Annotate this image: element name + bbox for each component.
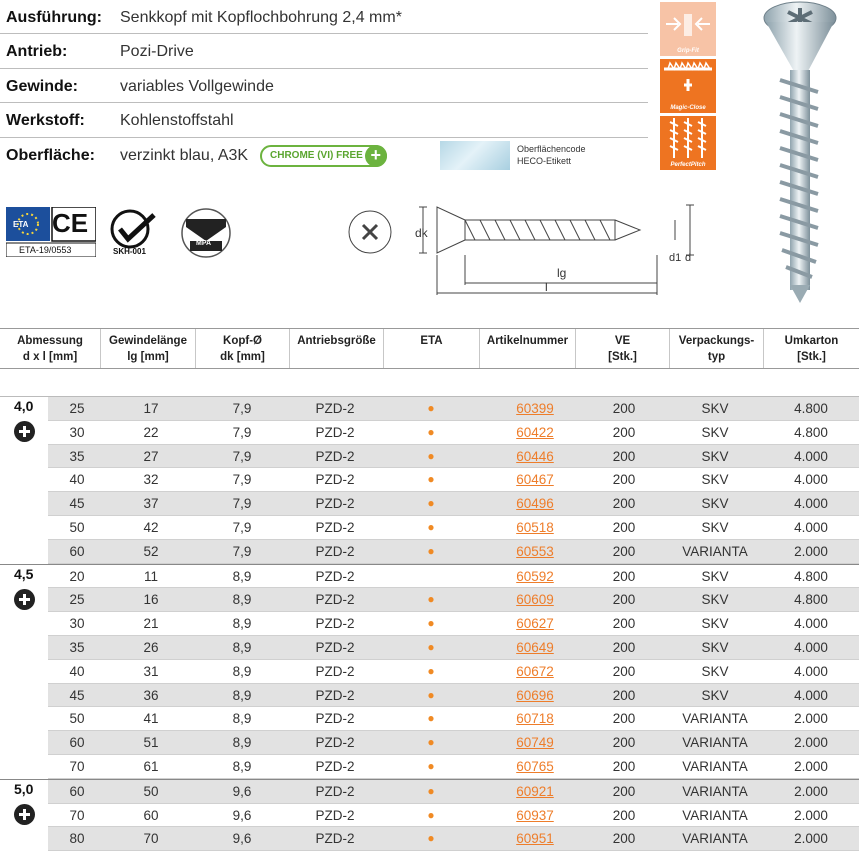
cell-length: 25	[69, 401, 85, 416]
cell-drive-size: PZD-2	[315, 401, 355, 416]
cell-head-diameter: 7,9	[232, 496, 252, 512]
cell-thread-length: 21	[143, 616, 159, 632]
table-row	[48, 492, 859, 516]
cell-article-number[interactable]: 60399	[516, 401, 554, 416]
cell-head-diameter: 7,9	[232, 472, 252, 488]
cell-outer-box: 2.000	[794, 783, 828, 799]
header-article-number: Artikelnummer	[479, 329, 575, 368]
cell-thread-length: 60	[143, 807, 159, 823]
cell-length: 60	[69, 783, 85, 799]
cell-packaging: SKV	[701, 687, 729, 703]
cell-article-number[interactable]: 60951	[516, 831, 554, 847]
spec-label: Ausführung:	[6, 9, 102, 26]
cell-eta: ●	[427, 687, 435, 702]
cell-thread-length: 51	[143, 735, 159, 751]
cell-thread-length: 52	[143, 543, 159, 559]
spec-value: verzinkt blau, A3K	[120, 146, 249, 164]
spec-row-surface	[0, 138, 648, 171]
cell-thread-length: 41	[143, 711, 159, 727]
table-body	[0, 397, 859, 851]
cell-drive-size: PZD-2	[315, 758, 355, 774]
mpa-label: MPA	[196, 240, 212, 247]
table-row	[48, 780, 859, 804]
cell-drive-size: PZD-2	[315, 496, 355, 512]
cell-length: 30	[69, 616, 85, 632]
cell-packaging: SKV	[701, 639, 729, 655]
cell-head-diameter: 8,9	[232, 711, 252, 727]
cell-outer-box: 4.000	[794, 519, 828, 535]
header-dimension: Abmessung d x l [mm]	[17, 335, 83, 363]
cell-eta: ●	[427, 401, 435, 415]
magic-close-icon	[660, 59, 716, 103]
cell-eta: ●	[427, 424, 435, 439]
cell-length: 25	[69, 592, 85, 608]
d1-label: d1	[669, 252, 682, 264]
cell-thread-length: 26	[143, 639, 159, 655]
cell-eta: ●	[427, 472, 435, 487]
cell-ve: 200	[612, 807, 636, 823]
cell-length: 50	[69, 711, 85, 727]
cell-drive-size: PZD-2	[315, 472, 355, 488]
table-row	[48, 468, 859, 492]
table-row	[48, 827, 859, 851]
cell-packaging: VARIANTA	[682, 735, 748, 751]
cell-packaging: SKV	[701, 401, 729, 416]
cell-eta: ●	[427, 448, 435, 463]
cell-article-number[interactable]: 60496	[516, 496, 554, 512]
cell-article-number[interactable]: 60422	[516, 424, 554, 440]
cell-drive-size: PZD-2	[315, 448, 355, 464]
cell-length: 20	[69, 568, 85, 584]
cell-outer-box: 4.800	[794, 568, 828, 584]
l-label: l	[545, 280, 548, 294]
cell-drive-size: PZD-2	[315, 711, 355, 727]
cell-ve: 200	[612, 472, 636, 488]
feature-label: PerfectPitch	[670, 162, 706, 168]
cell-drive-size: PZD-2	[315, 663, 355, 679]
table-row	[48, 421, 859, 445]
cell-drive-size: PZD-2	[315, 639, 355, 655]
cell-thread-length: 42	[143, 519, 159, 535]
table-row	[48, 565, 859, 589]
cell-head-diameter: 7,9	[232, 424, 252, 440]
cell-article-number[interactable]: 60696	[516, 687, 554, 703]
cell-outer-box: 4.000	[794, 472, 828, 488]
spec-value: variables Vollgewinde	[120, 77, 274, 95]
cell-ve: 200	[612, 519, 636, 535]
cell-eta: ●	[427, 663, 435, 678]
perfect-pitch-feature-icon	[660, 116, 716, 170]
cell-drive-size: PZD-2	[315, 592, 355, 608]
cell-packaging: SKV	[701, 663, 729, 679]
cell-length: 35	[69, 639, 85, 655]
header-ve: VE [Stk.]	[575, 329, 669, 368]
cell-drive-size: PZD-2	[315, 807, 355, 823]
cell-thread-length: 31	[143, 663, 159, 679]
size-group	[0, 397, 859, 564]
cell-length: 60	[69, 543, 85, 559]
cell-packaging: VARIANTA	[682, 831, 748, 847]
d-label: d	[685, 252, 692, 264]
cell-thread-length: 11	[143, 568, 158, 584]
cell-head-diameter: 8,9	[232, 568, 252, 584]
table-row	[48, 755, 859, 779]
table-row	[48, 684, 859, 708]
table-row	[48, 660, 859, 684]
cell-packaging: SKV	[701, 496, 729, 512]
mpa-certification-logo	[176, 207, 236, 259]
cell-length: 80	[69, 831, 85, 847]
cell-outer-box: 4.000	[794, 663, 828, 679]
cell-outer-box: 4.000	[794, 448, 828, 464]
cell-drive-size: PZD-2	[315, 519, 355, 535]
surface-note-line1: Oberflächencode	[517, 143, 586, 154]
cell-head-diameter: 7,9	[232, 401, 252, 416]
cell-packaging: SKV	[701, 616, 729, 632]
cell-packaging: VARIANTA	[682, 807, 748, 823]
header-packaging: Verpackungs- typ	[669, 329, 763, 368]
cell-packaging: SKV	[701, 568, 729, 584]
cell-ve: 200	[612, 711, 636, 727]
cell-outer-box: 4.000	[794, 687, 828, 703]
cell-article-number[interactable]: 60937	[516, 807, 554, 823]
cell-thread-length: 22	[143, 424, 159, 440]
cell-eta: ●	[427, 807, 435, 822]
size-group	[0, 564, 859, 779]
cell-thread-length: 70	[143, 831, 159, 847]
cell-length: 45	[69, 687, 85, 703]
header-thread-length: Gewindelänge lg [mm]	[100, 329, 195, 368]
table-row	[48, 445, 859, 469]
cell-packaging: SKV	[701, 472, 729, 488]
cell-length: 40	[69, 472, 85, 488]
cell-article-number[interactable]: 60718	[516, 711, 554, 727]
table-row	[48, 588, 859, 612]
cell-thread-length: 17	[143, 401, 159, 416]
cell-ve: 200	[612, 568, 636, 584]
eta-number: ETA-19/0553	[19, 245, 72, 255]
cell-head-diameter: 8,9	[232, 735, 252, 751]
spec-label: Werkstoff:	[6, 112, 85, 130]
header-eta: ETA	[383, 329, 479, 368]
cell-thread-length: 36	[143, 687, 159, 703]
cell-thread-length: 16	[143, 592, 159, 608]
spec-row-design	[0, 0, 648, 34]
cell-ve: 200	[612, 663, 636, 679]
pozidrive-icon	[14, 804, 35, 825]
cell-outer-box: 2.000	[794, 543, 828, 559]
cell-length: 70	[69, 807, 85, 823]
table-row	[48, 516, 859, 540]
cell-ve: 200	[612, 639, 636, 655]
table-row	[48, 636, 859, 660]
cell-article-number[interactable]: 60649	[516, 639, 554, 655]
cell-article-number[interactable]: 60609	[516, 592, 554, 608]
cell-outer-box: 4.800	[794, 592, 828, 608]
cell-ve: 200	[612, 831, 636, 847]
spec-row-thread	[0, 69, 648, 103]
cell-length: 30	[69, 424, 85, 440]
diameter-label: 5,0	[14, 780, 34, 797]
feature-label: Grip-Fit	[677, 48, 699, 54]
cell-packaging: VARIANTA	[682, 758, 748, 774]
table-row	[48, 731, 859, 755]
cell-packaging: VARIANTA	[682, 783, 748, 799]
surface-color-swatch	[440, 141, 510, 170]
cell-head-diameter: 8,9	[232, 616, 252, 632]
cell-drive-size: PZD-2	[315, 543, 355, 559]
cell-drive-size: PZD-2	[315, 831, 355, 847]
cell-ve: 200	[612, 735, 636, 751]
cell-ve: 200	[612, 543, 636, 559]
header-outer-box: Umkarton [Stk.]	[763, 329, 859, 368]
cell-outer-box: 2.000	[794, 758, 828, 774]
plus-icon: +	[365, 145, 387, 167]
lg-label: lg	[557, 266, 567, 280]
cell-packaging: SKV	[701, 519, 729, 535]
cell-thread-length: 50	[143, 783, 159, 799]
surface-note-line2: HECO-Etikett	[517, 155, 572, 166]
screw-technical-drawing	[345, 195, 725, 305]
spec-value: Pozi-Drive	[120, 43, 194, 61]
cell-length: 70	[69, 758, 85, 774]
table-row	[48, 804, 859, 828]
cell-article-number[interactable]: 60627	[516, 616, 554, 632]
cell-length: 35	[69, 448, 85, 464]
cell-length: 45	[69, 496, 85, 512]
cell-head-diameter: 8,9	[232, 592, 252, 608]
cell-thread-length: 27	[143, 448, 159, 464]
size-group	[0, 779, 859, 851]
cell-article-number[interactable]: 60592	[516, 568, 554, 584]
spec-label: Antrieb:	[6, 43, 68, 61]
spec-label: Oberfläche:	[6, 146, 95, 164]
cell-head-diameter: 9,6	[232, 783, 252, 799]
pozidrive-icon	[14, 589, 35, 610]
cell-thread-length: 61	[143, 758, 159, 774]
cell-packaging: VARIANTA	[682, 711, 748, 727]
grip-fit-feature-icon	[660, 2, 716, 56]
cell-outer-box: 2.000	[794, 831, 828, 847]
cell-ve: 200	[612, 758, 636, 774]
cell-eta: ●	[427, 639, 435, 654]
cell-ve: 200	[612, 424, 636, 440]
table-row	[48, 540, 859, 564]
chrome-badge-label: CHROME (VI) FREE	[270, 149, 363, 161]
cell-drive-size: PZD-2	[315, 783, 355, 799]
cell-ve: 200	[612, 592, 636, 608]
cell-thread-length: 32	[143, 472, 159, 488]
cell-outer-box: 4.000	[794, 639, 828, 655]
cell-article-number[interactable]: 60921	[516, 783, 554, 799]
cell-eta: ●	[427, 496, 435, 511]
feature-label: Magic-Close	[670, 105, 706, 111]
cell-eta: ●	[427, 758, 435, 773]
cell-eta: ●	[427, 519, 435, 534]
cell-drive-size: PZD-2	[315, 735, 355, 751]
cell-article-number[interactable]: 60553	[516, 543, 554, 559]
table-row	[48, 707, 859, 731]
grip-fit-icon	[660, 2, 716, 46]
product-table	[0, 328, 859, 851]
header-drive-size: Antriebsgröße	[289, 329, 383, 368]
cell-eta: ●	[427, 831, 435, 846]
spec-list	[0, 0, 648, 171]
header-head-diameter: Kopf-Ø dk [mm]	[195, 329, 289, 368]
cell-outer-box: 4.800	[794, 424, 828, 440]
spec-label: Gewinde:	[6, 77, 79, 95]
cell-article-number[interactable]: 60446	[516, 448, 554, 464]
cell-ve: 200	[612, 448, 636, 464]
pozidrive-icon	[14, 421, 35, 442]
cell-head-diameter: 7,9	[232, 543, 252, 559]
cell-eta: ●	[427, 711, 435, 726]
ce-mark: CE	[52, 208, 89, 238]
cell-length: 60	[69, 735, 85, 751]
cell-drive-size: PZD-2	[315, 424, 355, 440]
cell-drive-size: PZD-2	[315, 616, 355, 632]
cell-eta: ●	[427, 783, 435, 798]
cell-article-number[interactable]: 60467	[516, 472, 554, 488]
cell-ve: 200	[612, 496, 636, 512]
cell-ve: 200	[612, 616, 636, 632]
cell-ve: 200	[612, 687, 636, 703]
cell-packaging: SKV	[701, 592, 729, 608]
cell-head-diameter: 7,9	[232, 519, 252, 535]
cell-outer-box: 4.000	[794, 616, 828, 632]
magic-close-feature-icon	[660, 59, 716, 113]
table-row	[48, 612, 859, 636]
cell-head-diameter: 9,6	[232, 831, 252, 847]
cell-outer-box: 4.800	[794, 401, 828, 416]
cell-eta: ●	[427, 592, 435, 607]
cell-article-number[interactable]: 60672	[516, 663, 554, 679]
spec-value: Senkkopf mit Kopflochbohrung 2,4 mm*	[120, 9, 402, 26]
cell-head-diameter: 8,9	[232, 758, 252, 774]
cell-article-number[interactable]: 60518	[516, 519, 554, 535]
cell-article-number[interactable]: 60765	[516, 758, 554, 774]
surface-note	[517, 143, 586, 167]
spec-row-drive	[0, 34, 648, 68]
eta-mark: ETA	[13, 220, 29, 229]
table-header-spacer	[0, 369, 859, 397]
table-row	[48, 397, 859, 421]
cell-head-diameter: 8,9	[232, 663, 252, 679]
spec-row-material	[0, 103, 648, 137]
cell-drive-size: PZD-2	[315, 568, 355, 584]
chrome-free-badge	[260, 145, 387, 167]
cell-head-diameter: 7,9	[232, 448, 252, 464]
cell-eta: ●	[427, 616, 435, 631]
cell-eta: ●	[427, 543, 435, 558]
cell-ve: 200	[612, 401, 636, 416]
skh-label: SKH-001	[113, 247, 146, 256]
spec-value: Kohlenstoffstahl	[120, 112, 234, 130]
diameter-label: 4,5	[14, 565, 34, 582]
cell-ve: 200	[612, 783, 636, 799]
cell-outer-box: 4.000	[794, 496, 828, 512]
cell-length: 50	[69, 519, 85, 535]
cell-head-diameter: 8,9	[232, 687, 252, 703]
table-header	[0, 328, 859, 369]
cell-outer-box: 2.000	[794, 711, 828, 727]
perfect-pitch-icon	[660, 116, 716, 160]
cell-packaging: SKV	[701, 424, 729, 440]
cell-length: 40	[69, 663, 85, 679]
diameter-label: 4,0	[14, 398, 34, 414]
cell-drive-size: PZD-2	[315, 687, 355, 703]
cell-packaging: VARIANTA	[682, 543, 748, 559]
cell-thread-length: 37	[143, 496, 159, 512]
cell-outer-box: 2.000	[794, 807, 828, 823]
cell-outer-box: 2.000	[794, 735, 828, 751]
screw-photo	[752, 0, 852, 305]
cell-head-diameter: 9,6	[232, 807, 252, 823]
cell-eta: ●	[427, 735, 435, 750]
cell-article-number[interactable]: 60749	[516, 735, 554, 751]
cell-packaging: SKV	[701, 448, 729, 464]
dk-label: dk	[415, 226, 428, 240]
cell-head-diameter: 8,9	[232, 639, 252, 655]
